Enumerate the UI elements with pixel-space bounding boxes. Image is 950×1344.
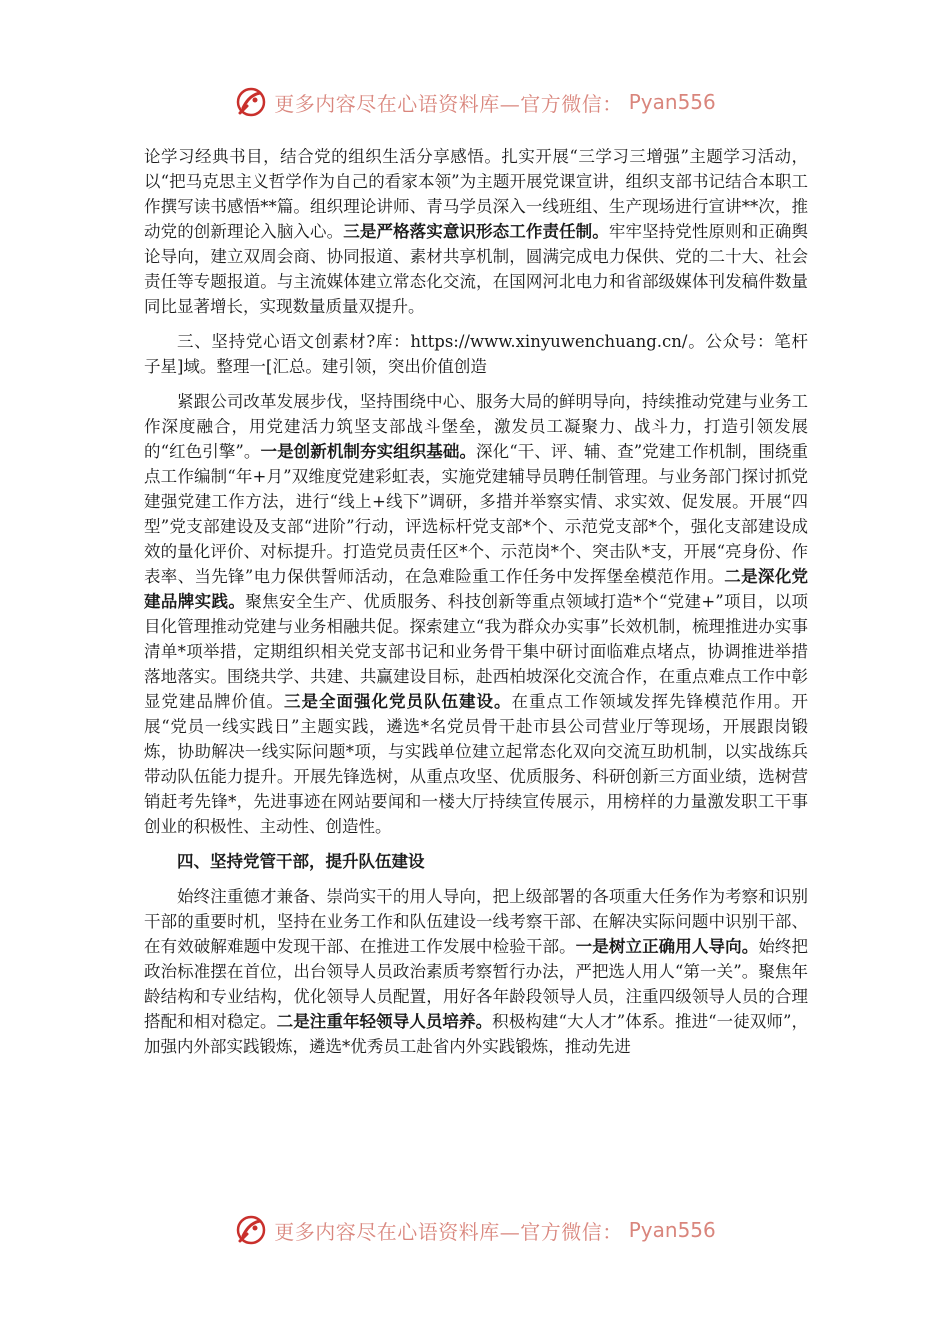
section-heading-three: 三、坚持党心语文创素材?库：https://www.xinyuwenchuang.cn/。公众号：笔杆子星]域。整理一[汇总。建引领，突出价值创造 xyxy=(144,332,808,376)
banner-wechat-id: Pyan556 xyxy=(628,1218,716,1242)
point-three-title: 三是严格落实意识形态工作责任制。 xyxy=(343,222,609,241)
point-three-title: 三是全面强化党员队伍建设。 xyxy=(284,692,512,711)
point-one-title: 一是创新机制夯实组织基础。 xyxy=(260,442,477,461)
point-two-title: 二是注重年轻领导人员培养。 xyxy=(276,1012,493,1031)
xinyu-logo-icon xyxy=(234,85,268,119)
paragraph-continued: 论学习经典书目，结合党的组织生活分享感悟。扎实开展“三学习三增强”主题学习活动，以“把马克思主义哲学作为自己的看家本领”为主题开展党课宣讲，组织支部书记结合本职工作撰写读书感悟**篇。组织理论讲师、青马学员深入一线班组、生产现场进行宣讲**次，推动党的创新理论入脑入心。三是严格落实意识形态工作责任制。牢牢坚持党性原则和正确舆论导向，建立双周会商、协同报道、素材共享机制，圆满完成电力保供、党的二十大、社会责任等专题报道。与主流媒体建立常态化交流，在国网河北电力和省部级媒体刊发稿件数量同比显著增长，实现数量质量双提升。 xyxy=(144,147,809,316)
document-body xyxy=(144,144,808,1069)
footer-banner xyxy=(0,1210,950,1250)
section-heading-four: 四、坚持党管干部，提升队伍建设 xyxy=(177,852,425,871)
banner-wechat-id: Pyan556 xyxy=(628,90,716,114)
point-two-title: 二是深化党建品牌实践。 xyxy=(144,567,809,611)
banner-text: 更多内容尽在心语资料库—官方微信： xyxy=(274,1219,623,1244)
xinyu-logo-icon xyxy=(234,1213,268,1247)
paragraph-section-four: 始终注重德才兼备、崇尚实干的用人导向，把上级部署的各项重大任务作为考察和识别干部的重要时机，坚持在业务工作和队伍建设一线考察干部、在解决实际问题中识别干部、在有效破解难题中发现干部、在推进工作发展中检验干部。一是树立正确用人导向。始终把政治标准摆在首位，出台领导人员政治素质考察暂行办法，严把选人用人“第一关”。聚焦年龄结构和专业结构，优化领导人员配置，用好各年龄段领导人员，注重四级领导人员的合理搭配和相对稳定。二是注重年轻领导人员培养。积极构建“大人才”体系。推进“一徒双师”，加强内外部实践锻炼，遴选*优秀员工赴省内外实践锻炼，推动先进 xyxy=(144,887,809,1056)
paragraph-section-three: 紧跟公司改革发展步伐，坚持围绕中心、服务大局的鲜明导向，持续推动党建与业务工作深度融合，用党建活力筑坚支部战斗堡垒，激发员工凝聚力、战斗力，打造引领发展的“红色引擎”。一是创新机制夯实组织基础。深化“干、评、辅、查”党建工作机制，围绕重点工作编制“年+月”双维度党建彩虹表，实施党建辅导员聘任制管理。与业务部门探讨抓党建强党建工作方法，进行“线上+线下”调研，多措并举察实情、求实效、促发展。开展“四型”党支部建设及支部“进阶”行动，评选标杆党支部*个、示范党支部*个，强化支部建设成效的量化评价、对标提升。打造党员责任区*个、示范岗*个、突击队*支，开展“亮身份、作表率、当先锋”电力保供誓师活动，在急难险重工作任务中发挥堡垒模范作用。二是深化党建品牌实践。聚焦安全生产、优质服务、科技创新等重点领域打造*个“党建+”项目，以项目化管理推动党建与业务相融共促。探索建立“我为群众办实事”长效机制，梳理推进办实事清单*项举措，定期组织相关党支部书记和业务骨干集中研讨面临难点堵点，协调推进举措落地落实。围绕共学、共建、共赢建设目标，赴西柏坡深化交流合作，在重点难点工作中彰显党建品牌价值。三是全面强化党员队伍建设。在重点工作领域发挥先锋模范作用。开展“党员一线实践日”主题实践，遴选*名党员骨干赴市县公司营业厅等现场，开展跟岗锻炼，协助解决一线实际问题*项，与实践单位建立起常态化双向交流互助机制，以实战练兵带动队伍能力提升。开展先锋选树，从重点攻坚、优质服务、科研创新三方面业绩，选树营销赶考先锋*，先进事迹在网站要闻和一楼大厅持续宣传展示，用榜样的力量激发职工干事创业的积极性、主动性、创造性。 xyxy=(144,392,809,836)
banner-text: 更多内容尽在心语资料库—官方微信： xyxy=(274,91,623,116)
point-one-title: 一是树立正确用人导向。 xyxy=(575,937,759,956)
header-banner xyxy=(0,82,950,122)
